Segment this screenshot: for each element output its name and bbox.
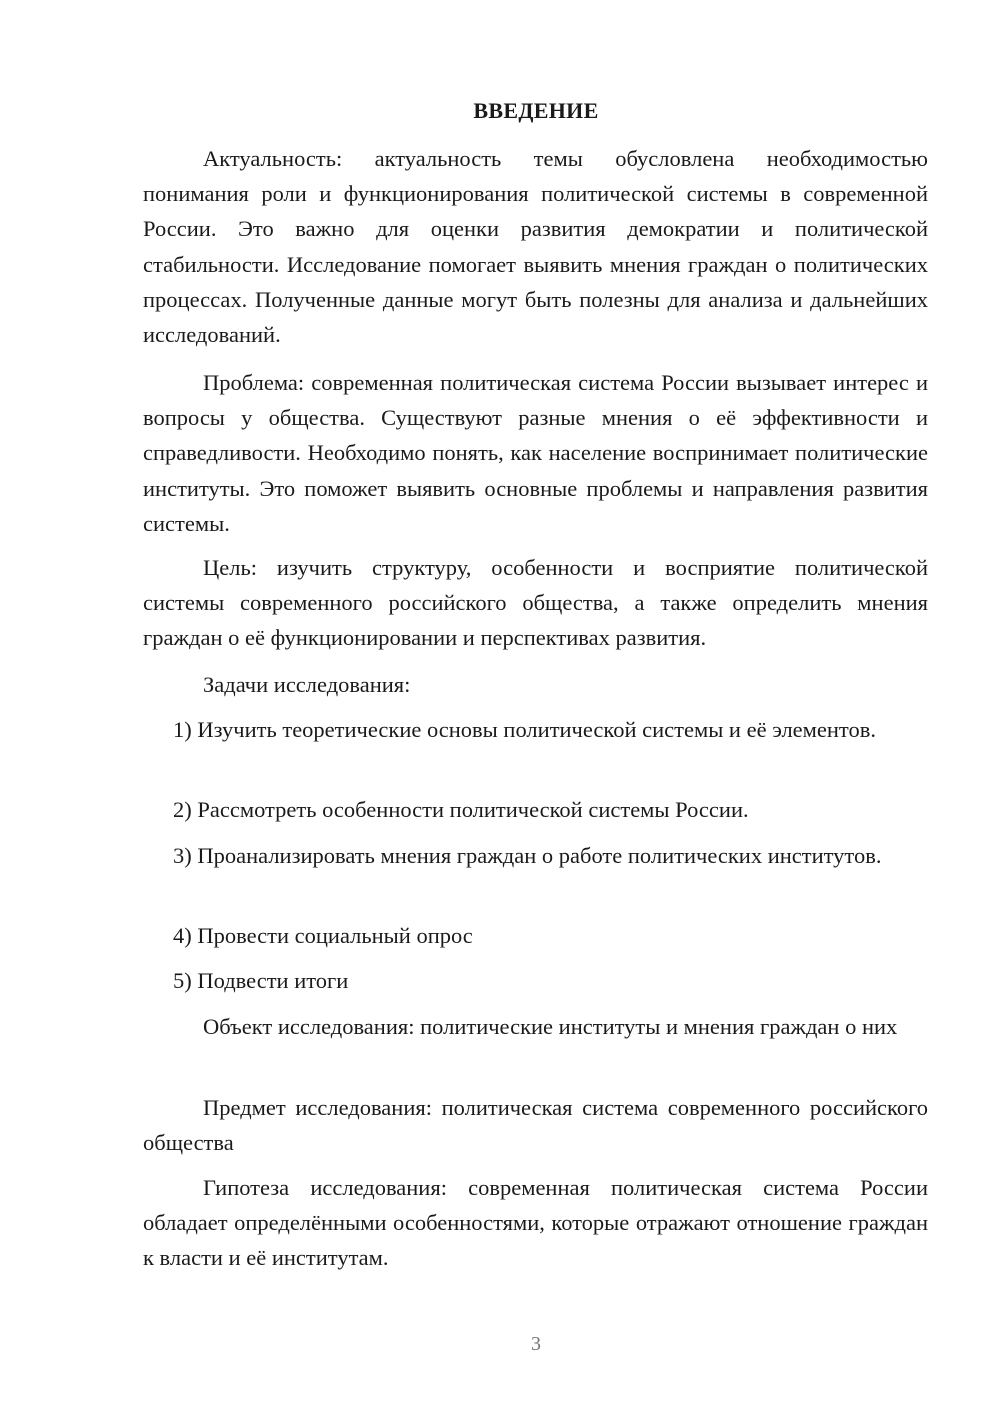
- hypothesis-paragraph: Гипотеза исследования: современная политическая система России обладает определёнными особенностями, которые отражают отношение граждан к власти и её институтам.: [143, 1175, 928, 1271]
- page-number: 3: [531, 1333, 541, 1355]
- task-item-2: 2) Рассмотреть особенности политической системы России.: [173, 797, 749, 822]
- task-item-3: 3) Проанализировать мнения граждан о работе политических институтов.: [173, 843, 882, 868]
- task-item-5: 5) Подвести итоги: [173, 968, 349, 993]
- problem-paragraph: Проблема: современная политическая система России вызывает интерес и вопросы у общества. Существуют разные мнения о её эффективности и справедливости. Необходимо понять, как население воспринимает политические институты. Это поможет выявить основные проблемы и направления развития системы.: [143, 370, 928, 536]
- subject-paragraph: Предмет исследования: политическая система современного российского общества: [143, 1095, 928, 1156]
- task-item-4: 4) Провести социальный опрос: [173, 923, 473, 948]
- task-item-1: 1) Изучить теоретические основы политической системы и её элементов.: [173, 717, 876, 742]
- tasks-heading: Задачи исследования:: [203, 672, 411, 697]
- object-paragraph: Объект исследования: политические институты и мнения граждан о них: [203, 1014, 898, 1039]
- goal-paragraph: Цель: изучить структуру, особенности и восприятие политической системы современного российского общества, а также определить мнения граждан о её функционировании и перспективах развития.: [143, 555, 928, 651]
- page-title: ВВЕДЕНИЕ: [473, 98, 599, 123]
- relevance-paragraph: Актуальность: актуальность темы обусловлена необходимостью понимания роли и функционирования политической системы в современной России. Это важно для оценки развития демократии и политической стабильности. Исследование помогает выявить мнения граждан о политических процессах. Полученные данные могут быть полезны для анализа и дальнейших исследований.: [143, 146, 928, 348]
